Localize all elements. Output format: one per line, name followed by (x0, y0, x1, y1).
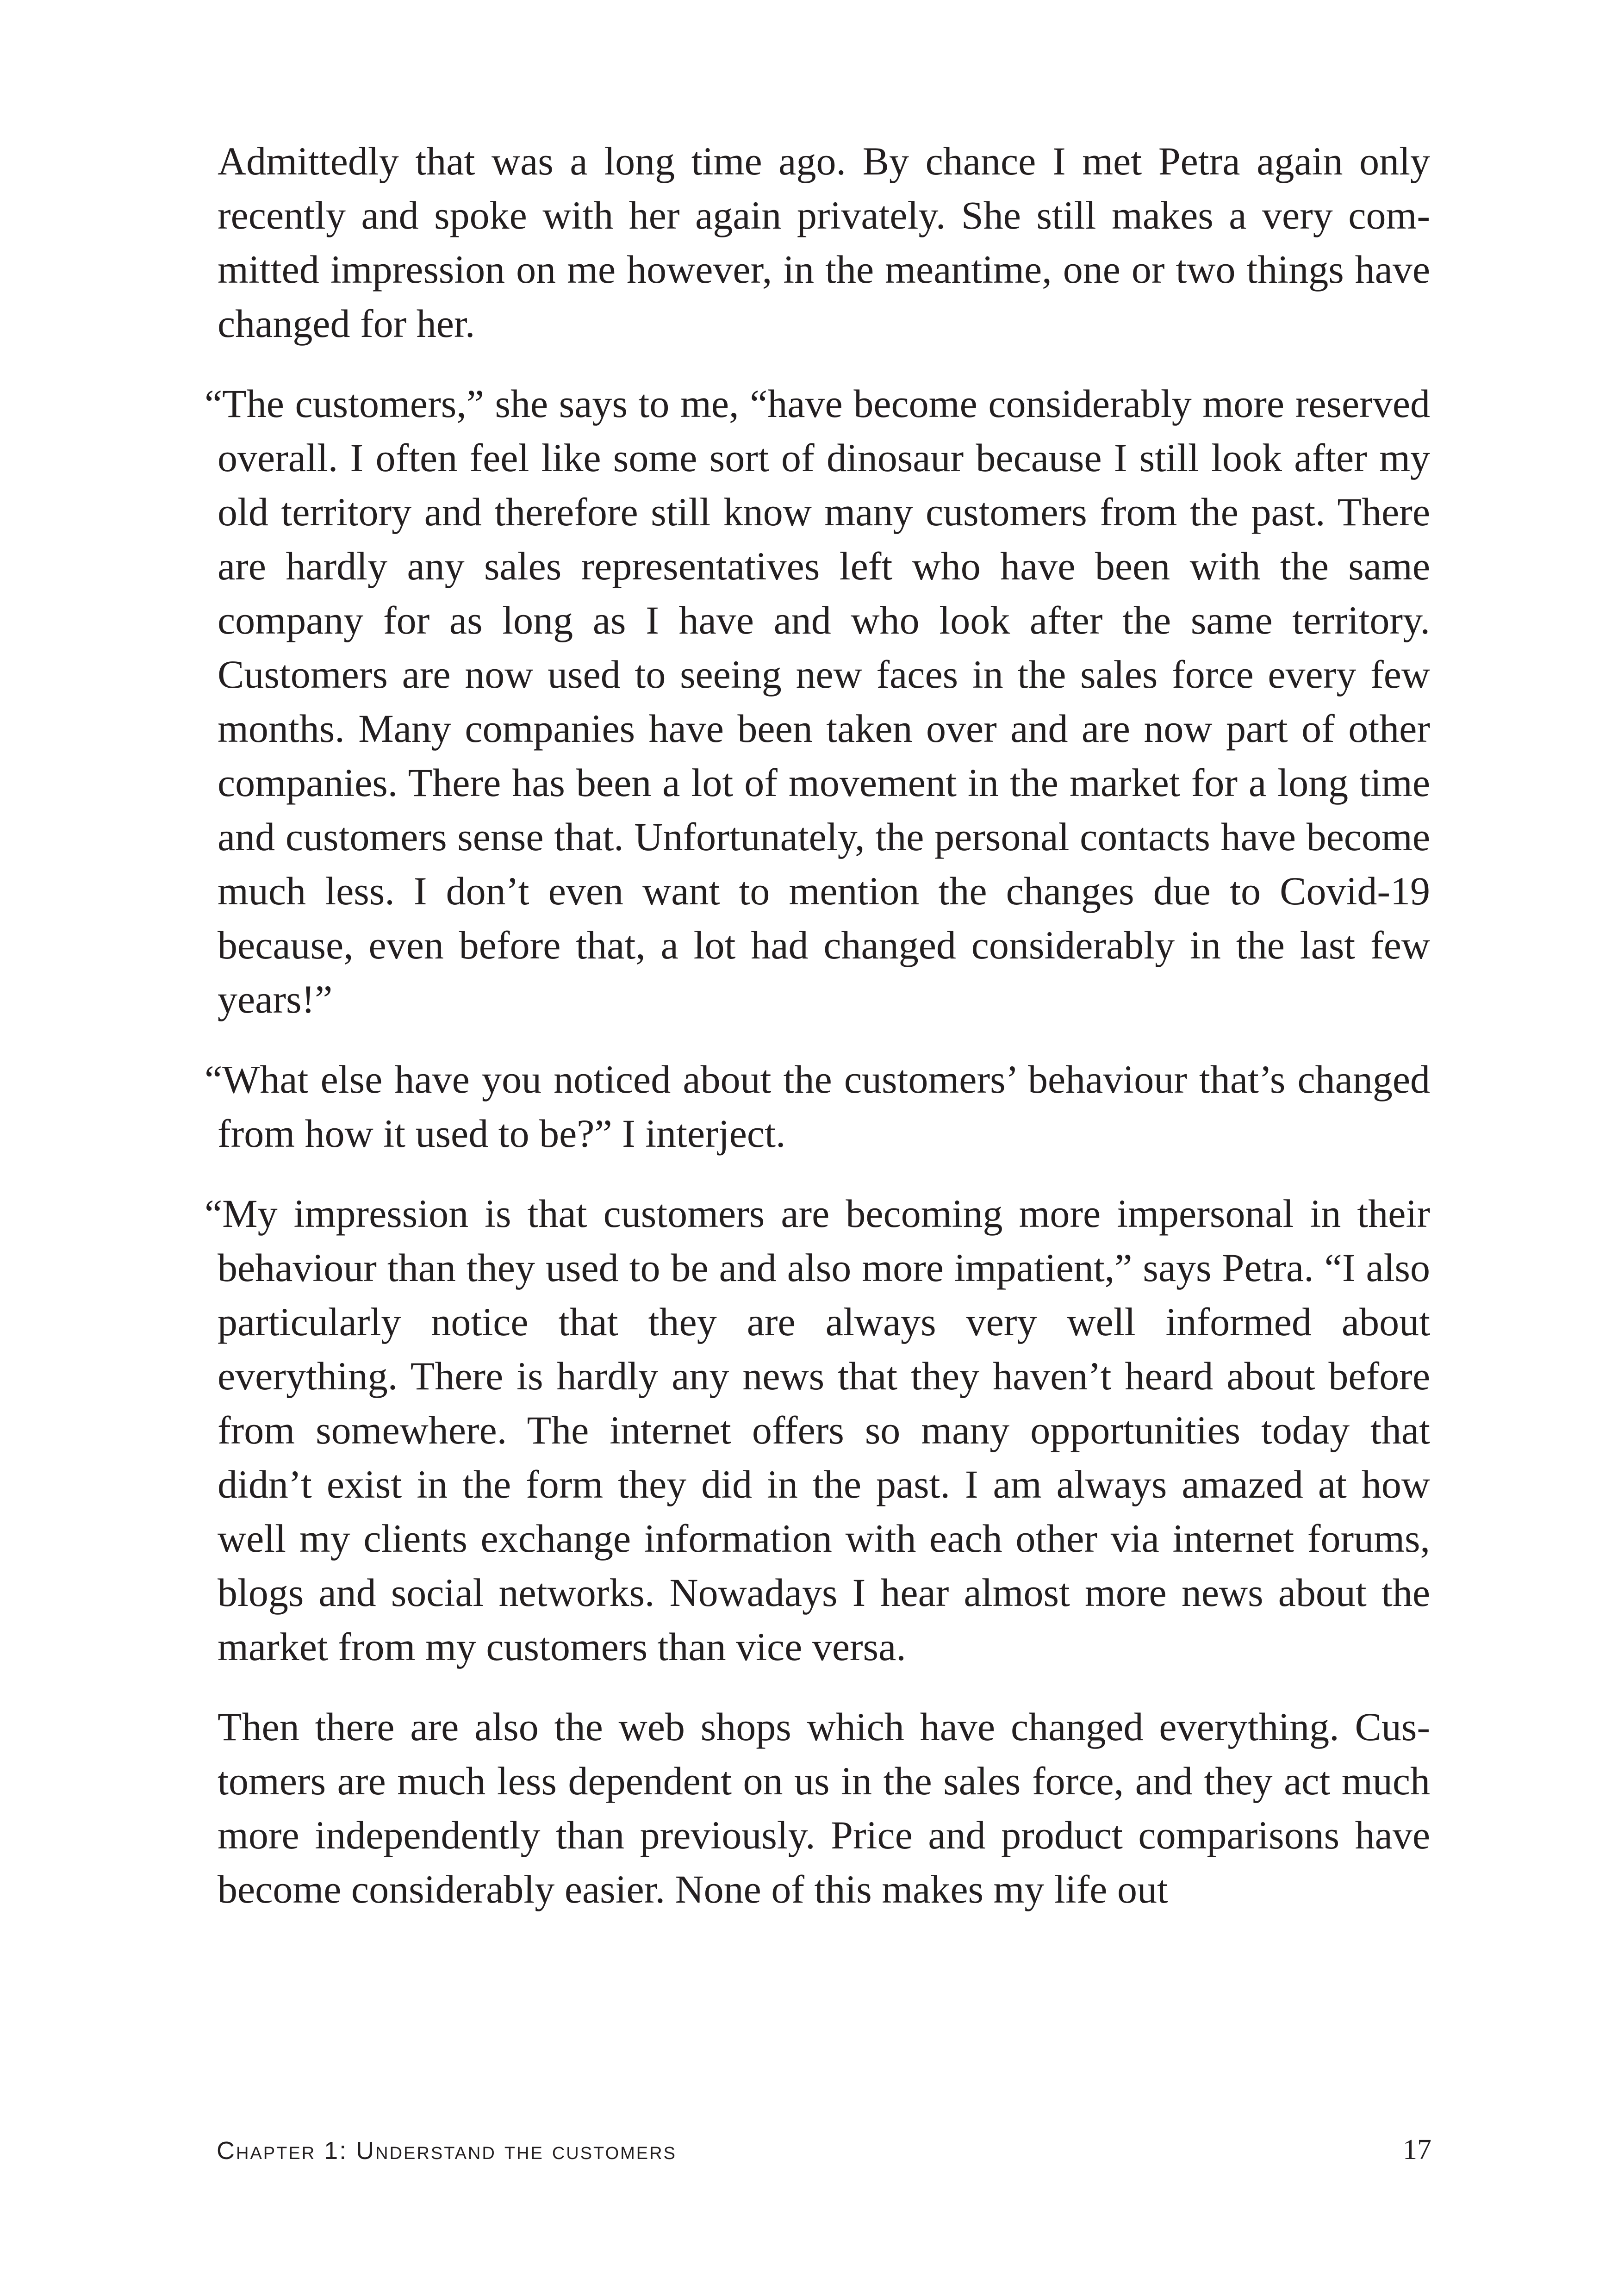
paragraph: Then there are also the web shops which have changed everything. Customers are much less dependent on us in the sales force, and they act much more independently than previously. Price and product comparisons have become considerably easier. None of this makes my life out (218, 1705, 1430, 1911)
page-number: 17 (1403, 2134, 1431, 2165)
paragraph: “The customers,” she says to me, “have become considerably more reserved overall. I often feel like some sort of dinosaur because I still look after my old territory and therefore still know many customers from the past. There are hardly any sales representatives left who have been with the same company for as long as I have and who look after the same territory. Customers are now used to seeing new faces in the sales force every few months. Many companies have been taken over and are now part of other companies. There has been a lot of movement in the market for a long time and customers sense that. Unfortunately, the personal contacts have become much less. I don’t even want to mention the changes due to Covid-19 because, even before that, a lot had changed considerably in the last few years!” (205, 381, 1430, 1021)
paragraph: Admittedly that was a long time ago. By chance I met Petra again only recently and spoke with her again privately. She still makes a very committed impression on me however, in the meantime, one or two things have changed for her. (218, 139, 1430, 346)
body-text (205, 134, 1430, 1942)
paragraph: “My impression is that customers are becoming more impersonal in their behaviour than they used to be and also more impatient,” says Petra. “I also particularly notice that they are always very well informed about everything. There is hardly any news that they haven’t heard about before from somewhere. The internet offers so many opportunities today that didn’t exist in the form they did in the past. I am always amazed at how well my clients exchange information with each other via internet forums, blogs and social networks. Nowadays I hear almost more news about the market from my customers than vice versa. (205, 1191, 1430, 1669)
paragraph: “What else have you noticed about the customers’ behaviour that’s changed from how it used to be?” I interject. (205, 1057, 1430, 1156)
page-footer (217, 2134, 1431, 2166)
running-head: Chapter 1: Understand the customers (217, 2137, 677, 2165)
